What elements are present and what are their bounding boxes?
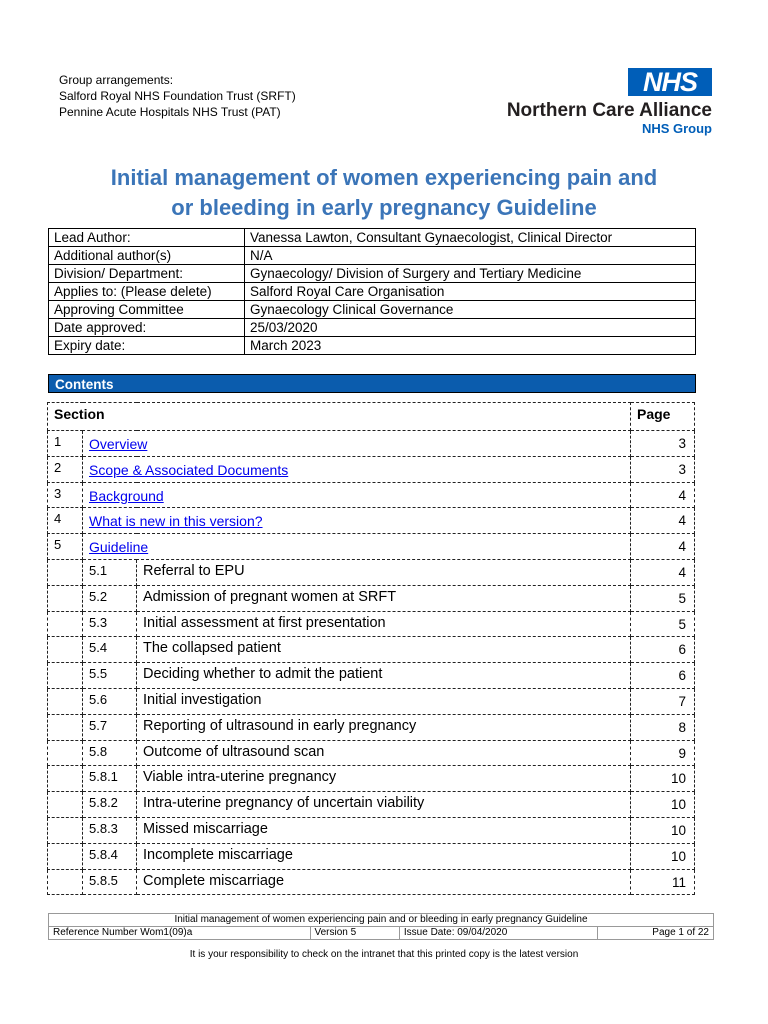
meta-row xyxy=(49,301,696,319)
logo-nhs-group: NHS Group xyxy=(641,121,712,136)
section-number: 3 xyxy=(48,482,83,508)
subsection-label: Referral to EPU xyxy=(137,559,631,585)
subsection-number: 5.5 xyxy=(83,663,137,689)
subsection-label: Complete miscarriage xyxy=(137,869,631,895)
contents-subrow xyxy=(48,843,695,869)
section-page: 4 xyxy=(631,534,695,560)
indent-cell xyxy=(48,714,83,740)
indent-cell xyxy=(48,611,83,637)
meta-key: Lead Author: xyxy=(49,229,245,247)
section-link[interactable]: Overview xyxy=(89,436,148,452)
contents-header-row xyxy=(48,403,695,431)
subsection-label: Deciding whether to admit the patient xyxy=(137,663,631,689)
contents-row xyxy=(48,534,695,560)
contents-row xyxy=(48,456,695,482)
footer-reference: Reference Number Wom1(09)a xyxy=(49,927,311,940)
meta-key: Approving Committee xyxy=(49,301,245,319)
meta-key: Additional author(s) xyxy=(49,247,245,265)
subsection-number: 5.3 xyxy=(83,611,137,637)
section-link[interactable]: Scope & Associated Documents xyxy=(89,461,289,478)
nhs-logo-box: NHS xyxy=(628,68,712,96)
section-header: Section xyxy=(48,403,631,431)
subsection-page: 5 xyxy=(631,585,695,611)
section-link-cell xyxy=(83,508,631,534)
subsection-number: 5.8.3 xyxy=(83,817,137,843)
contents-subrow xyxy=(48,869,695,895)
meta-value: Gynaecology/ Division of Surgery and Tertiary Medicine xyxy=(245,265,696,283)
meta-value: Gynaecology Clinical Governance xyxy=(245,301,696,319)
meta-row xyxy=(49,319,696,337)
section-page: 3 xyxy=(631,431,695,457)
title-line-1: Initial management of women experiencing pain and xyxy=(110,165,658,190)
subsection-page: 6 xyxy=(631,637,695,663)
contents-subrow xyxy=(48,792,695,818)
meta-key: Division/ Department: xyxy=(49,265,245,283)
contents-row xyxy=(48,431,695,457)
section-link[interactable]: What is new in this version? xyxy=(89,513,263,530)
subsection-page: 10 xyxy=(631,817,695,843)
subsection-label: The collapsed patient xyxy=(137,637,631,663)
trust-pat: Pennine Acute Hospitals NHS Trust (PAT) xyxy=(59,105,281,119)
indent-cell xyxy=(48,792,83,818)
subsection-label: Incomplete miscarriage xyxy=(137,843,631,869)
section-page: 4 xyxy=(631,508,695,534)
group-arrangements-label: Group arrangements: xyxy=(59,73,174,87)
subsection-page: 4 xyxy=(631,559,695,585)
subsection-page: 11 xyxy=(631,869,695,895)
section-page: 4 xyxy=(631,482,695,508)
document-meta-table xyxy=(48,228,696,355)
subsection-page: 10 xyxy=(631,766,695,792)
meta-row xyxy=(49,229,696,247)
indent-cell xyxy=(48,559,83,585)
footer-note: It is your responsibility to check on the intranet that this printed copy is the latest version xyxy=(189,949,579,960)
meta-key: Applies to: (Please delete) xyxy=(49,283,245,301)
contents-row xyxy=(48,508,695,534)
section-link-cell xyxy=(83,482,631,508)
footer-page-number: Page 1 of 22 xyxy=(598,927,714,940)
section-link-cell xyxy=(83,431,631,457)
subsection-page: 5 xyxy=(631,611,695,637)
meta-value: March 2023 xyxy=(245,337,696,355)
section-page: 3 xyxy=(631,456,695,482)
contents-subrow xyxy=(48,766,695,792)
indent-cell xyxy=(48,869,83,895)
indent-cell xyxy=(48,637,83,663)
subsection-number: 5.7 xyxy=(83,714,137,740)
subsection-number: 5.6 xyxy=(83,688,137,714)
page-header: Page xyxy=(631,403,695,431)
contents-subrow xyxy=(48,585,695,611)
meta-value: Vanessa Lawton, Consultant Gynaecologist, Clinical Director xyxy=(245,229,696,247)
footer-title: Initial management of women experiencing pain and or bleeding in early pregnancy Guideline xyxy=(49,914,714,927)
section-number: 2 xyxy=(48,456,83,482)
trust-srft: Salford Royal NHS Foundation Trust (SRFT) xyxy=(59,89,296,103)
indent-cell xyxy=(48,766,83,792)
contents-heading: Contents xyxy=(48,374,696,393)
subsection-number: 5.8.4 xyxy=(83,843,137,869)
contents-subrow xyxy=(48,817,695,843)
subsection-page: 8 xyxy=(631,714,695,740)
subsection-label: Outcome of ultrasound scan xyxy=(137,740,631,766)
nca-logo xyxy=(456,68,716,136)
meta-row xyxy=(49,337,696,355)
meta-value: 25/03/2020 xyxy=(245,319,696,337)
subsection-page: 7 xyxy=(631,688,695,714)
subsection-label: Viable intra-uterine pregnancy xyxy=(137,766,631,792)
footer-version: Version 5 xyxy=(310,927,399,940)
subsection-number: 5.2 xyxy=(83,585,137,611)
indent-cell xyxy=(48,585,83,611)
section-number: 4 xyxy=(48,508,83,534)
logo-org-name: Northern Care Alliance xyxy=(506,100,712,121)
meta-value: Salford Royal Care Organisation xyxy=(245,283,696,301)
subsection-label: Initial investigation xyxy=(137,688,631,714)
contents-subrow xyxy=(48,663,695,689)
meta-row xyxy=(49,247,696,265)
subsection-number: 5.4 xyxy=(83,637,137,663)
contents-table xyxy=(47,402,695,895)
section-link[interactable]: Guideline xyxy=(89,539,149,556)
indent-cell xyxy=(48,817,83,843)
footer-issue-date: Issue Date: 09/04/2020 xyxy=(399,927,597,940)
subsection-page: 9 xyxy=(631,740,695,766)
subsection-label: Reporting of ultrasound in early pregnancy xyxy=(137,714,631,740)
section-number: 1 xyxy=(48,431,83,457)
section-link-cell xyxy=(83,534,631,560)
indent-cell xyxy=(48,740,83,766)
indent-cell xyxy=(48,663,83,689)
subsection-page: 10 xyxy=(631,792,695,818)
subsection-label: Admission of pregnant women at SRFT xyxy=(137,585,631,611)
subsection-number: 5.8.5 xyxy=(83,869,137,895)
meta-row xyxy=(49,283,696,301)
subsection-number: 5.8.2 xyxy=(83,792,137,818)
subsection-number: 5.1 xyxy=(83,559,137,585)
subsection-number: 5.8 xyxy=(83,740,137,766)
footer-box xyxy=(48,913,714,940)
contents-subrow xyxy=(48,714,695,740)
section-link-cell xyxy=(83,456,631,482)
title-line-2: or bleeding in early pregnancy Guideline xyxy=(171,195,597,220)
subsection-label: Intra-uterine pregnancy of uncertain viability xyxy=(137,792,631,818)
document-title xyxy=(40,163,728,223)
contents-subrow xyxy=(48,559,695,585)
contents-subrow xyxy=(48,688,695,714)
contents-subrow xyxy=(48,637,695,663)
meta-key: Expiry date: xyxy=(49,337,245,355)
subsection-number: 5.8.1 xyxy=(83,766,137,792)
indent-cell xyxy=(48,688,83,714)
indent-cell xyxy=(48,843,83,869)
subsection-page: 6 xyxy=(631,663,695,689)
contents-row xyxy=(48,482,695,508)
section-number: 5 xyxy=(48,534,83,560)
meta-row xyxy=(49,265,696,283)
subsection-page: 10 xyxy=(631,843,695,869)
contents-subrow xyxy=(48,740,695,766)
group-arrangements xyxy=(59,72,296,120)
contents-subrow xyxy=(48,611,695,637)
meta-key: Date approved: xyxy=(49,319,245,337)
subsection-label: Missed miscarriage xyxy=(137,817,631,843)
meta-value: N/A xyxy=(245,247,696,265)
subsection-label: Initial assessment at first presentation xyxy=(137,611,631,637)
section-link[interactable]: Background xyxy=(89,487,164,504)
